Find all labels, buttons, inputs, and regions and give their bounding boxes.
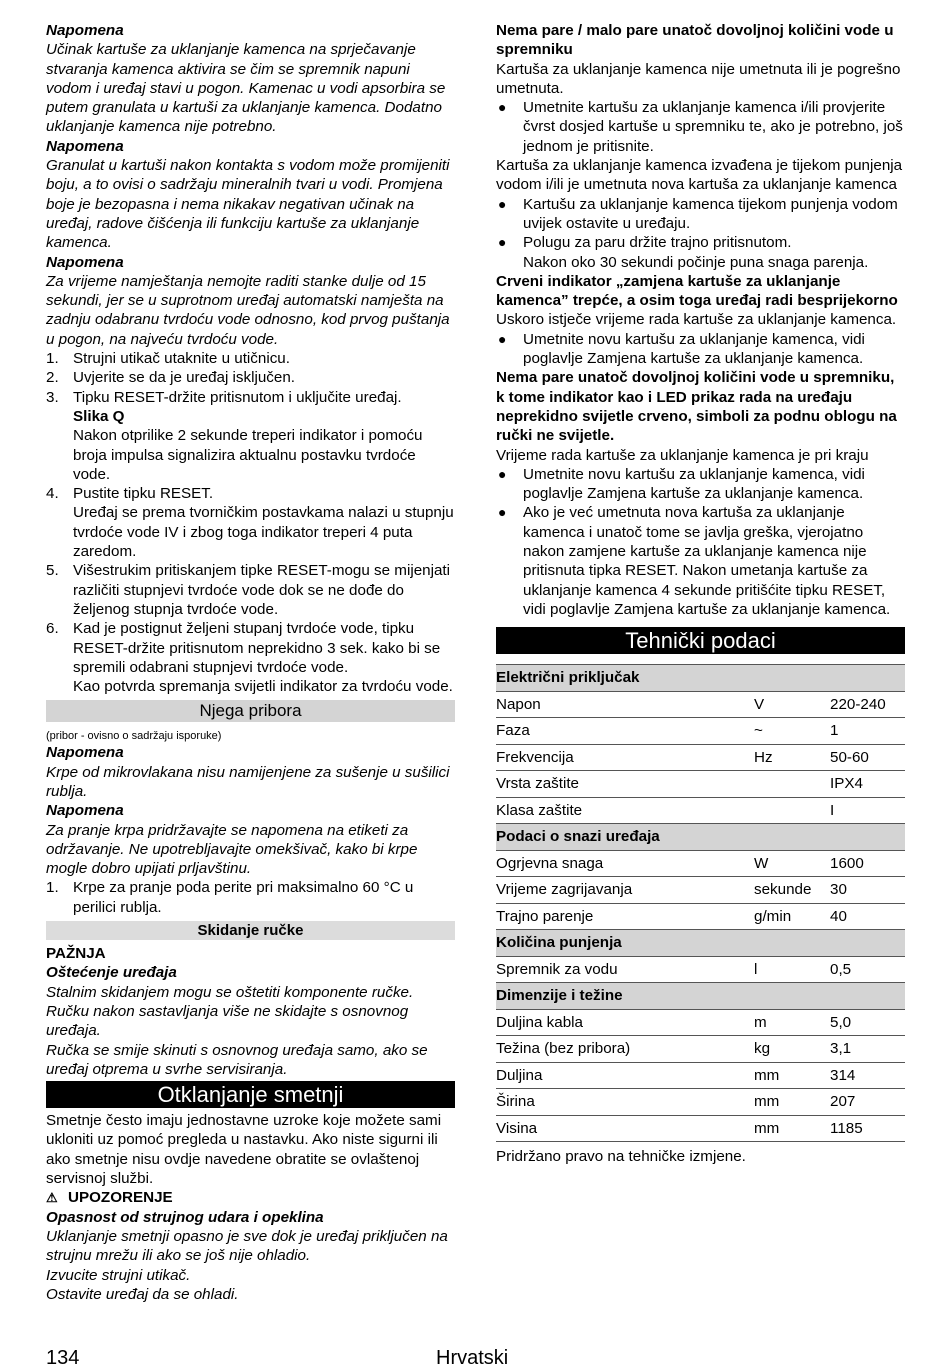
note-text: Granulat u kartuši nakon kontakta s vodom može promijeniti boju, a to ovisi o sadržaju mineralnih tvari u vodi. Promjena boje je bezopasna i nema nikakav negativan učinak na uređaj, radove čišćenja ili funkciju kartuše za uklanjanje kamenca. <box>46 157 450 252</box>
warning-label: UPOZORENJE <box>68 1189 173 1207</box>
spec-unit <box>754 771 830 798</box>
spec-value: 40 <box>830 903 905 930</box>
spec-value: 3,1 <box>830 1036 905 1063</box>
step-text: Pustite tipku RESET. <box>73 485 214 503</box>
spec-label: Vrijeme zagrijavanja <box>496 877 754 904</box>
fault-action: ● Ako je već umetnuta nova kartuša za uklanjanje kamenca i unatoč tome se javlja greška, vjerojatno nakon zamjene kartuše za uklanjanje kamenca nije pritisnuta tipka RESET. Nakon umetanja kartuše za uklanjanje kamenca 4 sekunde pritišćite tipku RESET, vidi poglavlje Zamjena kartuše za uklanjanje kamenca. <box>496 503 905 619</box>
step-extra: Uređaj se prema tvorničkim postavkama nalazi u stupnju tvrdoće vode IV i zbog toga indikator treperi 4 puta zaredom. <box>73 504 454 561</box>
fault-cause: Kartuša za uklanjanje kamenca izvađena je tijekom punjenja vodom i/ili je umetnuta nova kartuša za uklanjanje kamenca <box>496 157 903 194</box>
figure-reference: Slika Q <box>73 407 125 425</box>
step-text: Tipku RESET-držite pritisnutom i uključite uređaj. <box>73 388 402 406</box>
spec-label: Frekvencija <box>496 744 754 771</box>
caution-title: Oštećenje uređaja <box>46 964 177 982</box>
group-label: Dimenzije i težine <box>496 983 905 1010</box>
spec-label: Faza <box>496 718 754 745</box>
step-text: Uvjerite se da je uređaj isključen. <box>73 369 296 387</box>
spec-value: IPX4 <box>830 771 905 798</box>
table-row <box>496 1115 905 1142</box>
fault-cause: Vrijeme rada kartuše za uklanjanje kamenca je pri kraju <box>496 446 869 464</box>
table-row <box>496 718 905 745</box>
reserved-note: Pridržano pravo na tehničke izmjene. <box>496 1148 746 1166</box>
group-label: Podaci o snazi uređaja <box>496 824 905 851</box>
spec-label: Duljina kabla <box>496 1009 754 1036</box>
fault-title: Nema pare / malo pare unatoč dovoljnoj količini vode u spremniku <box>496 22 894 59</box>
warning-text: Uklanjanje smetnji opasno je sve dok je uređaj priključen na strujnu mrežu ili ako se još nije ohladio. <box>46 1227 448 1265</box>
spec-label: Trajno parenje <box>496 903 754 930</box>
spec-unit: mm <box>754 1062 830 1089</box>
fault-action: ● Kartušu za uklanjanje kamenca tijekom punjenja vodom uvijek ostavite u uređaju. <box>496 195 905 234</box>
step-number: 5. <box>46 562 59 580</box>
language-label: Hrvatski <box>436 1347 509 1369</box>
table-row <box>496 1036 905 1063</box>
fault-action: ● Umetnite kartušu za uklanjanje kamenca i/ili provjerite čvrst dosjed kartuše u spremniku te, ako je potrebno, još jednom je pritisnite. <box>496 98 905 156</box>
spec-unit: kg <box>754 1036 830 1063</box>
table-group-row <box>496 983 905 1010</box>
step-number: 3. <box>46 388 59 406</box>
spec-value: 1185 <box>830 1115 905 1142</box>
spec-label: Težina (bez pribora) <box>496 1036 754 1063</box>
step-text: Kad je postignut željeni stupanj tvrdoće vode, tipku RESET-držite pritisnutom neprekidno 3 sek. kako bi se spremili odabrani stupnjevi tvrdoće vode. <box>73 620 441 676</box>
list-item <box>46 561 455 619</box>
left-column <box>46 21 455 1304</box>
table-row <box>496 1009 905 1036</box>
note-title: Napomena <box>46 253 124 271</box>
tech-data-table <box>496 664 905 1142</box>
warning-icon: ⚠ <box>46 1190 58 1206</box>
group-label: Količina punjenja <box>496 930 905 957</box>
spec-value: I <box>830 797 905 824</box>
spec-label: Visina <box>496 1115 754 1142</box>
table-group-row <box>496 824 905 851</box>
spec-unit: W <box>754 850 830 877</box>
note-text: Za pranje krpa pridržavajte se napomena na etiketi za održavanje. Ne upotrebljavajte omekšivač, kako bi krpe mogle dobro upijati prljavštinu. <box>46 821 418 878</box>
fault-action <box>496 233 905 272</box>
table-row <box>496 877 905 904</box>
note-title: Napomena <box>46 22 124 39</box>
spec-label: Napon <box>496 691 754 718</box>
step-number: 1. <box>46 879 59 897</box>
spec-unit <box>754 797 830 824</box>
step-number: 4. <box>46 485 59 503</box>
caution-text: Ručka se smije skinuti s osnovnog uređaja samo, ako se uređaj otprema u svrhe servisiranja. <box>46 1041 428 1078</box>
warning-text: Ostavite uređaj da se ohladi. <box>46 1285 239 1303</box>
note-text: Učinak kartuše za uklanjanje kamenca na sprječavanje stvaranja kamenca aktivira se čim se spremnik napuni vodom i uređaj stavi u pogon. Kamenac u vodi apsorbira se putem granulata u kartuši za uklanjanje kamenca. Dodatno uklanjanje kamenca nije potrebno. <box>46 41 446 136</box>
table-row <box>496 797 905 824</box>
spec-unit: l <box>754 956 830 983</box>
spec-label: Spremnik za vodu <box>496 956 754 983</box>
warning-label-line <box>46 1188 455 1207</box>
section-heading-troubleshooting: Otklanjanje smetnji <box>46 1081 455 1108</box>
fault-action-text: Polugu za paru držite trajno pritisnutom. <box>523 234 792 252</box>
list-item <box>46 388 455 484</box>
spec-value: 220-240 <box>830 691 905 718</box>
list-item <box>46 878 455 917</box>
spec-label: Duljina <box>496 1062 754 1089</box>
caution-label: PAŽNJA <box>46 945 106 963</box>
table-row <box>496 903 905 930</box>
step-text: Višestrukim pritiskanjem tipke RESET-mogu se mijenjati različiti stupnjevi tvrdoće vode dok se ne dođe do željenog stupnja tvrdoće vode. <box>73 562 451 618</box>
step-extra: Nakon otprilike 2 sekunde treperi indikator i pomoću broja impulsa signalizira aktualnu postavku tvrdoće vode. <box>73 427 423 483</box>
spec-value: 207 <box>830 1089 905 1116</box>
spec-value: 30 <box>830 877 905 904</box>
section-heading-care: Njega pribora <box>46 700 455 722</box>
list-item <box>46 484 455 561</box>
step-number: 6. <box>46 620 59 638</box>
spec-unit: ~ <box>754 718 830 745</box>
group-label: Električni priključak <box>496 665 905 692</box>
section-heading-handle: Skidanje ručke <box>46 921 455 940</box>
spec-unit: sekunde <box>754 877 830 904</box>
spec-label: Vrsta zaštite <box>496 771 754 798</box>
fault-action: ● Umetnite novu kartušu za uklanjanje kamenca, vidi poglavlje Zamjena kartuše za uklanjanje kamenca. <box>496 465 905 504</box>
table-row <box>496 744 905 771</box>
list-item <box>46 349 455 368</box>
steps-list <box>46 349 455 696</box>
step-extra: Kao potvrda spremanja svijetli indikator za tvrdoću vode. <box>73 678 453 696</box>
spec-unit: m <box>754 1009 830 1036</box>
fault-title: Crveni indikator „zamjena kartuše za uklanjanje kamenca” trepće, a osim toga uređaj radi besprijekorno <box>496 272 898 310</box>
spec-value: 1 <box>830 718 905 745</box>
spec-unit: mm <box>754 1115 830 1142</box>
table-group-row <box>496 930 905 957</box>
step-text: Strujni utikač utaknite u utičnicu. <box>73 350 290 368</box>
fault-cause: Uskoro istječe vrijeme rada kartuše za uklanjanje kamenca. <box>496 311 897 329</box>
right-column <box>496 21 905 1167</box>
spec-label: Klasa zaštite <box>496 797 754 824</box>
table-group-row <box>496 665 905 692</box>
table-row <box>496 850 905 877</box>
spec-value: 1600 <box>830 850 905 877</box>
care-subtitle: (pribor - ovisno o sadržaju isporuke) <box>46 730 222 743</box>
spec-unit: g/min <box>754 903 830 930</box>
note-title: Napomena <box>46 802 124 820</box>
spec-unit: Hz <box>754 744 830 771</box>
step-text: Krpe za pranje poda perite pri maksimalno 60 °C u perilici rublja. <box>73 879 414 916</box>
spec-value: 314 <box>830 1062 905 1089</box>
note-text: Krpe od mikrovlakana nisu namijenjene za sušenje u sušilici rublja. <box>46 763 450 800</box>
spec-value: 5,0 <box>830 1009 905 1036</box>
step-number: 2. <box>46 369 59 387</box>
list-item <box>46 368 455 387</box>
warning-title: Opasnost od strujnog udara i opeklina <box>46 1208 324 1226</box>
fault-cause: Kartuša za uklanjanje kamenca nije umetnuta ili je pogrešno umetnuta. <box>496 60 901 97</box>
section-heading-tech-data: Tehnički podaci <box>496 627 905 654</box>
list-item <box>46 619 455 696</box>
spec-unit: mm <box>754 1089 830 1116</box>
table-row <box>496 771 905 798</box>
note-title: Napomena <box>46 744 124 762</box>
table-row <box>496 1062 905 1089</box>
fault-action: ● Umetnite novu kartušu za uklanjanje kamenca, vidi poglavlje Zamjena kartuše za uklanjanje kamenca. <box>496 330 905 369</box>
note-title: Napomena <box>46 137 124 155</box>
step-number: 1. <box>46 350 59 368</box>
note-text: Za vrijeme namještanja nemojte raditi stanke dulje od 15 sekundi, jer se u suprotnom uređaj automatski namješta na zadnju odabranu tvrdoću vode odnosno, kod prvog puštanja u pogon, na najveću tvrdoću vode. <box>46 272 450 348</box>
spec-label: Ogrjevna snaga <box>496 850 754 877</box>
spec-value: 0,5 <box>830 956 905 983</box>
spec-unit: V <box>754 691 830 718</box>
trouble-intro: Smetnje često imaju jednostavne uzroke koje možete sami ukloniti uz pomoć pregleda u nastavku. Ako niste sigurni ili ako smetnje nisu ovdje navedene obratite se ovlaštenoj servisnoj službi. <box>46 1112 442 1188</box>
page-number: 134 <box>46 1347 80 1369</box>
fault-action-extra: Nakon oko 30 sekundi počinje puna snaga parenja. <box>523 253 869 271</box>
spec-value: 50-60 <box>830 744 905 771</box>
caution-text: Stalnim skidanjem mogu se oštetiti komponente ručke. Ručku nakon sastavljanja više ne skidajte s osnovnog uređaja. <box>46 983 414 1040</box>
table-row <box>496 956 905 983</box>
spec-label: Širina <box>496 1089 754 1116</box>
table-row <box>496 1089 905 1116</box>
warning-text: Izvucite strujni utikač. <box>46 1266 191 1284</box>
fault-title: Nema pare unatoč dovoljnoj količini vode u spremniku, k tome indikator kao i LED prikaz rada na uređaju neprekidno svijetle crveno, simboli za podnu oblogu na ručki ne svijetle. <box>496 369 897 445</box>
table-row <box>496 691 905 718</box>
